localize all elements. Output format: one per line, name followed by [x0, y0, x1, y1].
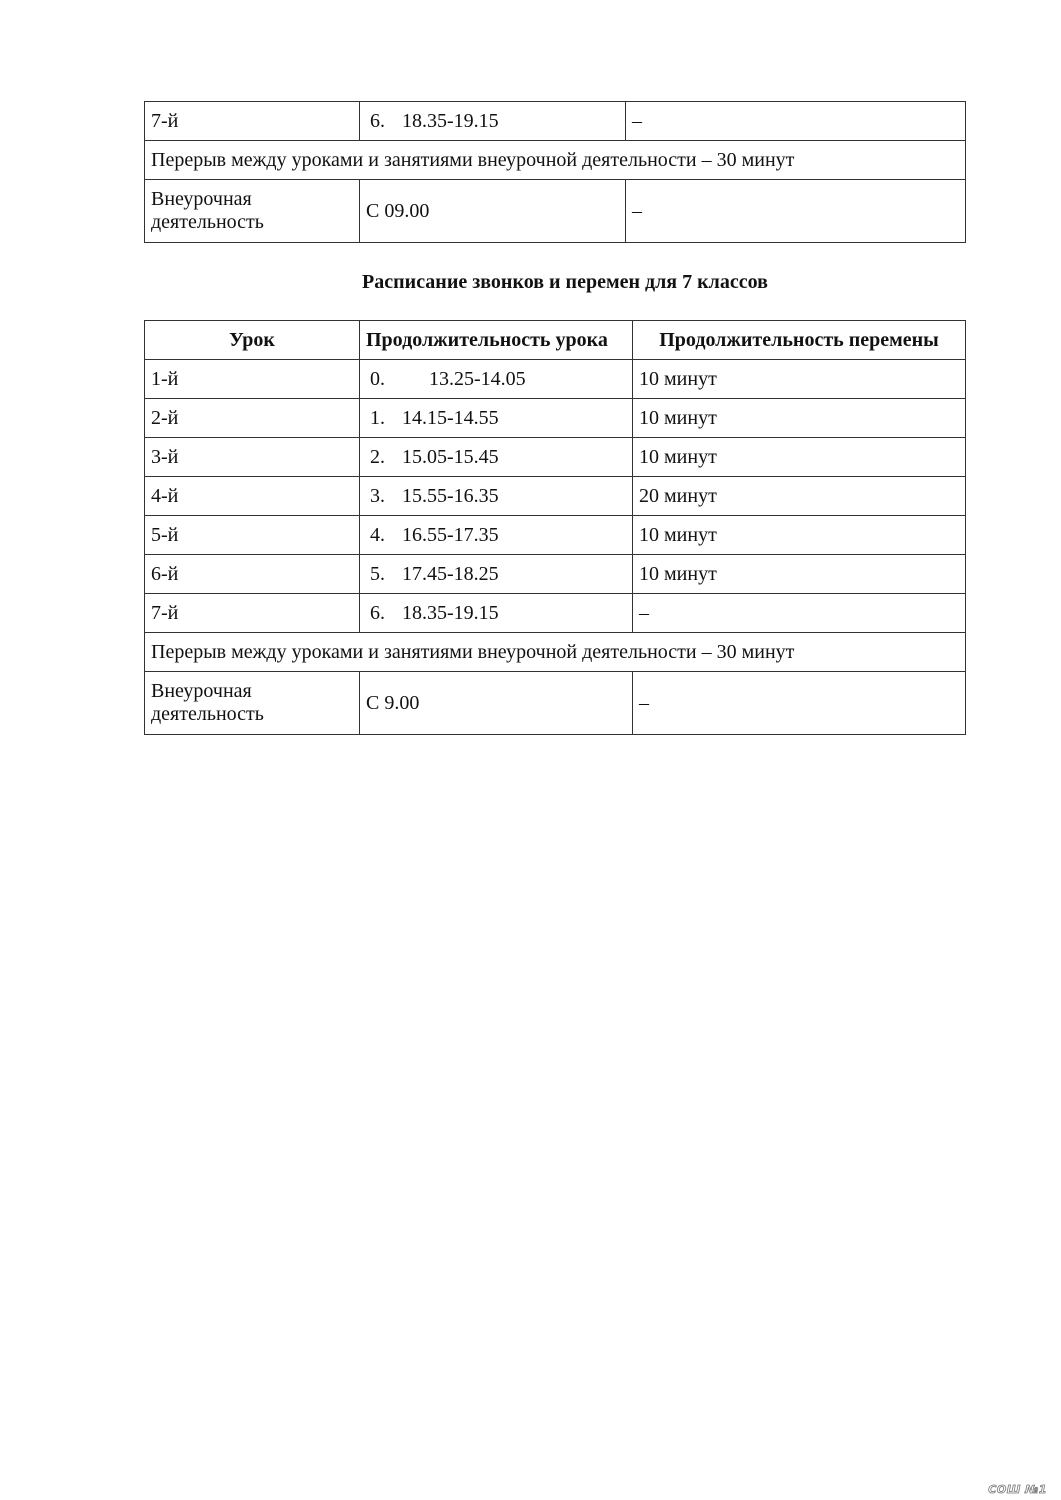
lesson-number: 6. — [370, 601, 385, 624]
break-note: Перерыв между уроками и занятиями внеурочной деятельности – 30 минут — [145, 633, 966, 672]
break-duration-cell: 20 минут — [633, 477, 966, 516]
lesson-cell: 3-й — [145, 438, 360, 477]
break-note: Перерыв между уроками и занятиями внеурочной деятельности – 30 минут — [145, 141, 966, 180]
lesson-cell: 4-й — [145, 477, 360, 516]
table-header-row — [145, 321, 966, 360]
extracurricular-time: С 09.00 — [360, 180, 626, 243]
table-row — [145, 360, 966, 399]
extracurricular-label: Внеурочная деятельность — [145, 180, 360, 243]
lesson-number: 5. — [370, 562, 385, 585]
break-duration-cell: 10 минут — [633, 516, 966, 555]
table-row — [145, 555, 966, 594]
lesson-number: 2. — [370, 445, 385, 468]
lesson-number: 1. — [370, 406, 385, 429]
break-duration-cell: 10 минут — [633, 555, 966, 594]
break-duration-cell: – — [626, 102, 966, 141]
table-note-row — [145, 633, 966, 672]
break-duration-cell: 10 минут — [633, 360, 966, 399]
schedule-table-continued — [144, 101, 966, 243]
lesson-number: 3. — [370, 484, 385, 507]
lesson-time: 13.25-14.05 — [429, 367, 526, 390]
table-row — [145, 516, 966, 555]
break-duration-cell: 10 минут — [633, 399, 966, 438]
lesson-number: 4. — [370, 523, 385, 546]
header-lesson: Урок — [145, 321, 360, 360]
lesson-duration-cell — [360, 594, 633, 633]
lesson-time: 15.05-15.45 — [402, 445, 499, 468]
table-note-row — [145, 141, 966, 180]
table-row — [145, 477, 966, 516]
lesson-duration-cell — [360, 399, 633, 438]
lesson-time: 17.45-18.25 — [402, 562, 499, 585]
lesson-cell: 1-й — [145, 360, 360, 399]
extracurricular-break: – — [633, 672, 966, 735]
table-row-extracurricular — [145, 180, 966, 243]
lesson-number: 6. — [370, 109, 385, 132]
table-row — [145, 102, 966, 141]
extracurricular-break: – — [626, 180, 966, 243]
extracurricular-time: С 9.00 — [360, 672, 633, 735]
section-title: Расписание звонков и перемен для 7 классов — [362, 271, 768, 293]
lesson-cell: 5-й — [145, 516, 360, 555]
extracurricular-label: Внеурочная деятельность — [145, 672, 360, 735]
header-lesson-duration: Продолжительность урока — [360, 321, 633, 360]
watermark: СОШ №1 — [988, 1483, 1047, 1496]
lesson-duration-cell — [360, 477, 633, 516]
table-row — [145, 399, 966, 438]
table-row — [145, 594, 966, 633]
lesson-time: 16.55-17.35 — [402, 523, 499, 546]
lesson-time: 18.35-19.15 — [402, 601, 499, 624]
lesson-duration-cell — [360, 555, 633, 594]
table-row-extracurricular — [145, 672, 966, 735]
table-row — [145, 438, 966, 477]
lesson-duration-cell — [360, 360, 633, 399]
break-duration-cell: 10 минут — [633, 438, 966, 477]
lesson-cell: 7-й — [145, 102, 360, 141]
lesson-duration-cell — [360, 516, 633, 555]
lesson-duration-cell — [360, 102, 626, 141]
lesson-time: 14.15-14.55 — [402, 406, 499, 429]
lesson-duration-cell — [360, 438, 633, 477]
break-duration-cell: – — [633, 594, 966, 633]
lesson-number: 0. — [370, 367, 385, 390]
lesson-cell: 2-й — [145, 399, 360, 438]
schedule-table-grade-7 — [144, 320, 966, 735]
header-break-duration: Продолжительность перемены — [633, 321, 966, 360]
lesson-time: 15.55-16.35 — [402, 484, 499, 507]
lesson-cell: 6-й — [145, 555, 360, 594]
lesson-time: 18.35-19.15 — [402, 109, 499, 132]
lesson-cell: 7-й — [145, 594, 360, 633]
